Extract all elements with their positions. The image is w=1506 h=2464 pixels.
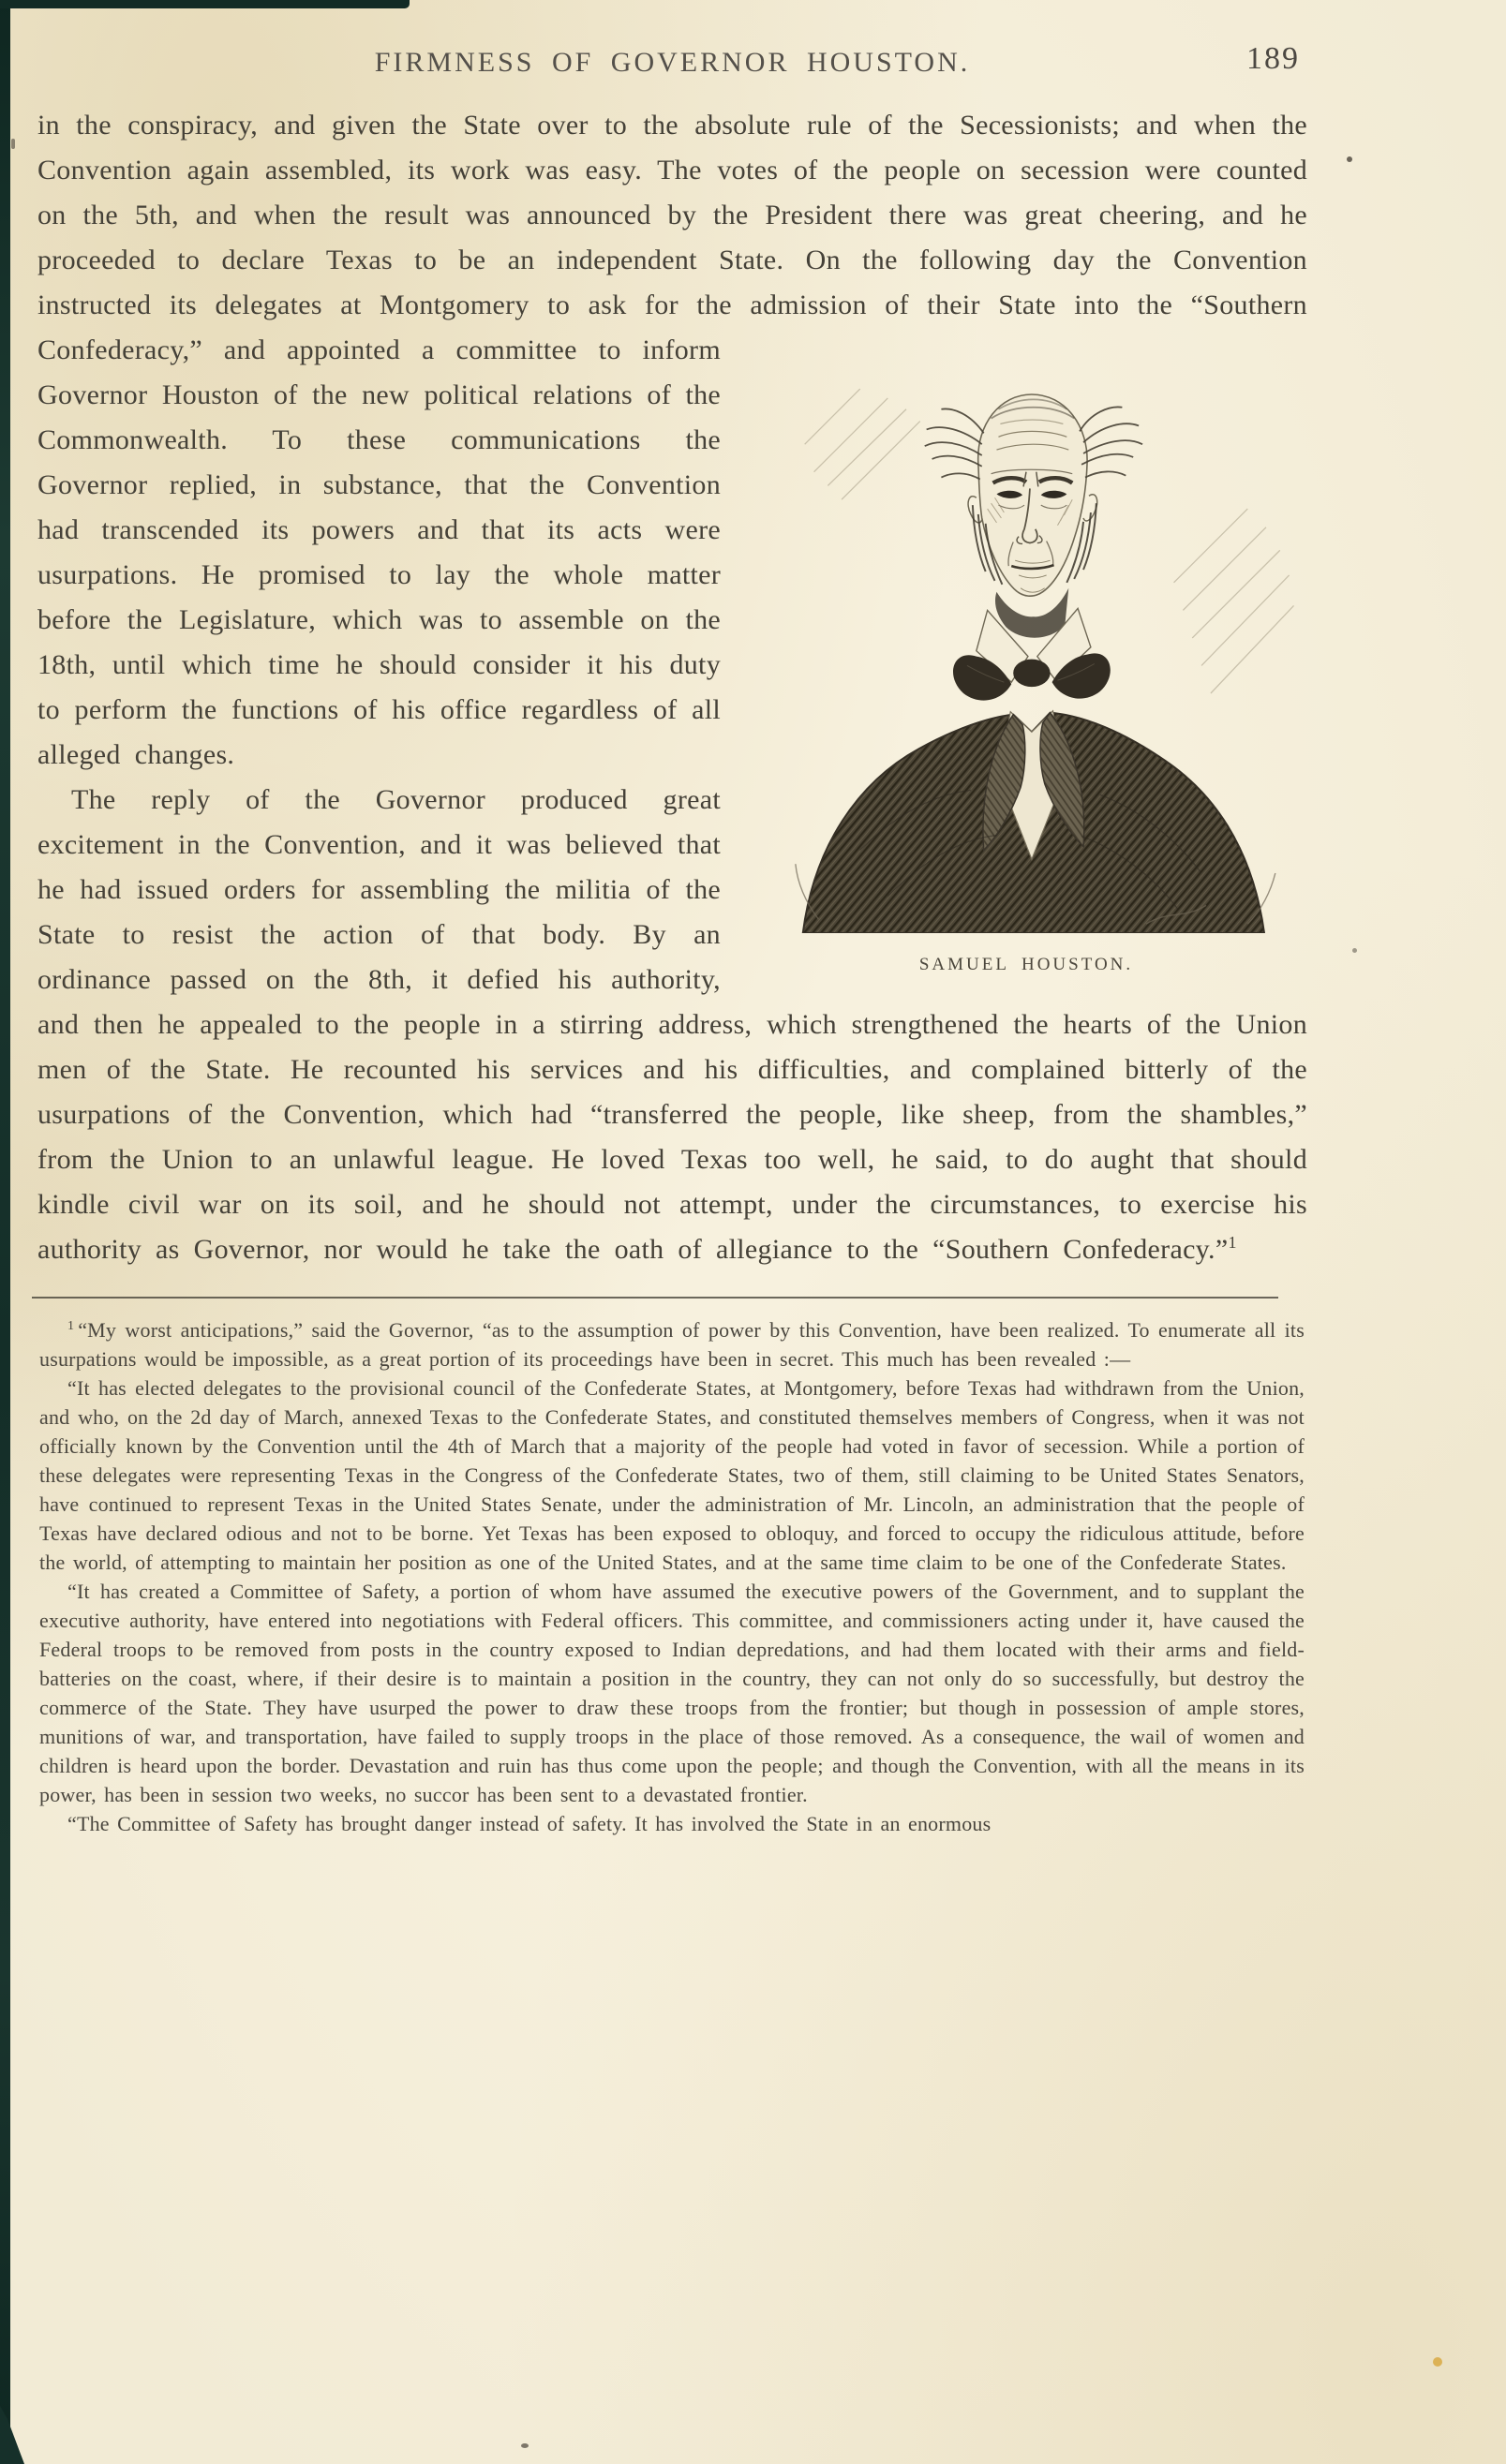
paragraph-text: committee to inform Governor Houston of the new political relations of the Commonwealth. To these communications the Governor replied, in substance, that the Convention had transcended its powers and that its acts were usurpations. He promised to lay the whole matter before the Legislature, which was to assemble on the 18th, until which time he should consider it his duty to perform the functions of his office regardless of all alleged changes.: [37, 334, 721, 770]
page-header: [37, 41, 1307, 81]
footnote-paragraph: [39, 1373, 1305, 1577]
page-number: 189: [1246, 41, 1300, 76]
portrait-caption: SAMUEL HOUSTON.: [918, 955, 1134, 974]
body-paragraph: [37, 103, 1307, 974]
footnote-text: “My worst anticipations,” said the Governor, “as to the assumption of power by this Convention, have been realized. To enumerate all its usurpations would be impossible, as a great portion of its proceedings have been in secret. This much has been revealed :—: [39, 1318, 1305, 1371]
footnote-marker: 1: [67, 1318, 75, 1333]
running-title: FIRMNESS OF GOVERNOR HOUSTON.: [374, 47, 971, 78]
samuel-houston-portrait-engraving: [745, 334, 1307, 933]
scan-corner-smudge: [0, 2406, 24, 2464]
ink-speck: [11, 139, 15, 149]
footnote-reference: 1: [1228, 1233, 1237, 1252]
ink-speck: [1352, 948, 1357, 953]
paper-stain-dot: [1433, 2357, 1442, 2367]
footnotes: [39, 1315, 1305, 1838]
footnote-text: “It has elected delegates to the provisional council of the Confederate States, at Montgomery, before Texas had withdrawn from the Union, and who, on the 2d day of March, annexed Texas to the Confederate States, and constituted themselves members of Congress, when it was not officially known by the Convention until the 4th of March that a majority of the people had voted in favor of secession. While a portion of these delegates were representing Texas in the Congress of the Confederate States, two of them, still claiming to be United States Senators, have continued to represent Texas in the United States Senate, under the administration of Mr. Lincoln, an administration that the people of Texas have declared odious and not to be borne. Yet Texas has been exposed to obloquy, and forced to occupy the ridiculous attitude, before the world, of attempting to maintain her position as one of the United States, and at the same time claim to be one of the Confederate States.: [39, 1376, 1305, 1574]
footnote-paragraph: [39, 1315, 1305, 1373]
footnote-paragraph: [39, 1809, 1305, 1838]
portrait-figure: [745, 334, 1307, 987]
ink-speck: [1347, 156, 1352, 162]
bow-tie: [953, 653, 1111, 700]
footnote-text: “The Committee of Safety has brought danger instead of safety. It has involved the State in an enormous: [67, 1812, 992, 1835]
scan-edge-left: [0, 0, 10, 2464]
footnote-paragraph: [39, 1577, 1305, 1809]
paragraph-text: in the conspiracy, and given the State over to the absolute rule of the Secessionists; and when the Convention again assembled, its work was easy. The votes of the people on secession were counted on the 5th, and when the result was announced by the President there was great cheering, and he proceeded to declare Texas to be an independent State. On the following day the Convention instructed its delegates at Montgomery to ask for the admission of their State into the “Southern Confederacy,” and appointed a: [37, 110, 1307, 365]
body-text: [37, 103, 1307, 1272]
scan-edge-top: [0, 0, 410, 8]
footnote-text: “It has created a Committee of Safety, a portion of whom have assumed the executive powers of the Government, and to supplant the executive authority, have entered into negotiations with Federal officers. This committee, and commissioners acting under it, have caused the Federal troops to be removed from posts in the country exposed to Indian depredations, and had them located with their arms and field-batteries on the coast, where, if their desire is to maintain a position in the country, they can not only do so successfully, but destroy the commerce of the State. They have usurped the power to draw these troops from the frontier; but though in possession of ample stores, munitions of war, and transportation, have failed to supply troops in the place of those removed. As a consequence, the wail of women and children is heard upon the border. Devastation and ruin has thus come upon the people; and though the Convention, with all the means in its power, has been in session two weeks, no succor has been sent to a devastated frontier.: [39, 1580, 1305, 1806]
footnote-rule: [32, 1297, 1278, 1299]
ink-speck: [521, 2443, 529, 2448]
paragraph-text: The reply of the Governor produced great excitement in the Convention, and it was believed that he had issued orders for assembling the militia of the State to resist the action of that body. By an ordinance passed on the 8th, it defied his authority, and then he appealed to the people in a stirring address, which strengthened the hearts of the Union men of the State. He recounted his services and his difficulties, and complained bitterly of the usurpations of the Convention, which had “transferred the people, like sheep, from the shambles,” from the Union to an unlawful league. He loved Texas too well, he said, to do aught that should kindle civil war on its soil, and he should not attempt, under the circumstances, to exercise his authority as Governor, nor would he take the oath of allegiance to the “Southern Confederacy.”: [37, 784, 1307, 1265]
